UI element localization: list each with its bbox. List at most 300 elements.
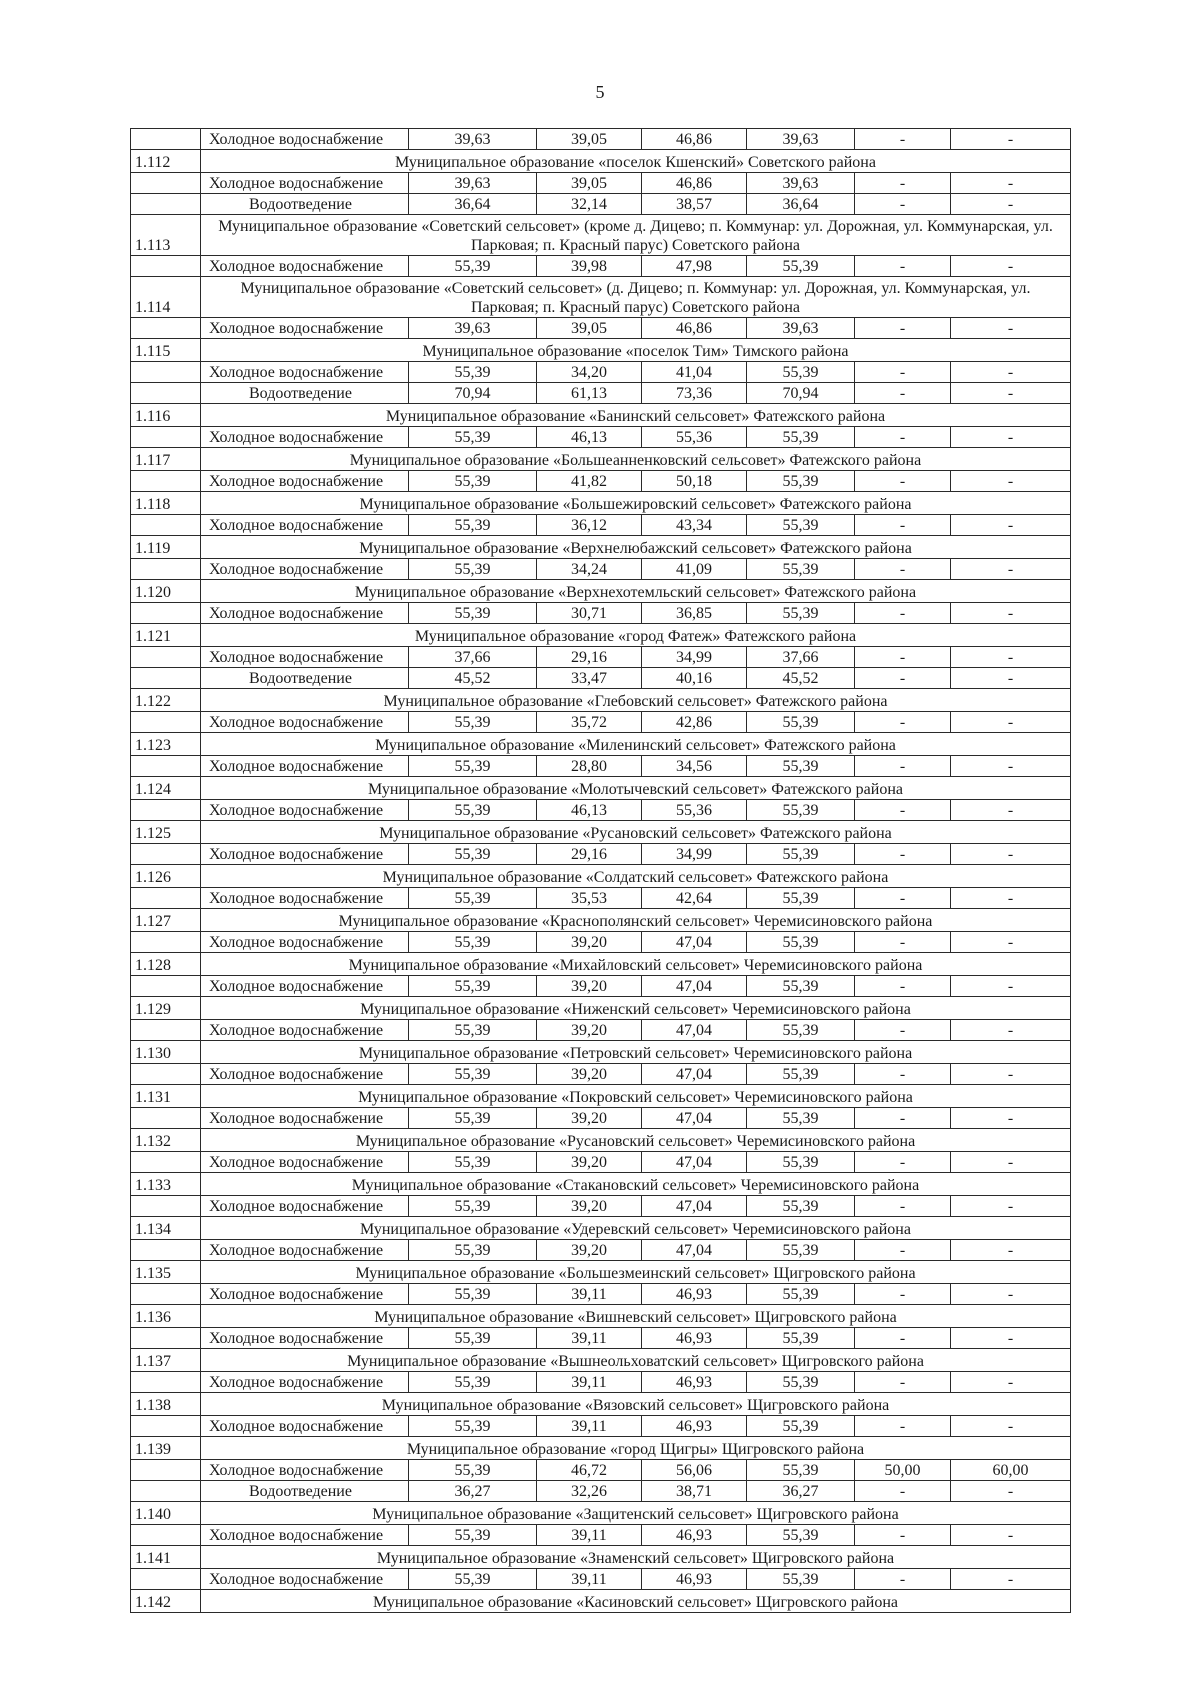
tariff-value: 55,39: [409, 756, 537, 777]
tariff-value: 47,04: [642, 1108, 747, 1129]
tariff-value: -: [951, 1481, 1071, 1502]
municipality-title: Муниципальное образование «город Фатеж» Фатежского района: [201, 624, 1071, 647]
tariff-value: 41,09: [642, 559, 747, 580]
tariff-value: 55,39: [747, 800, 855, 821]
tariff-value: 46,93: [642, 1372, 747, 1393]
tariff-value: -: [951, 318, 1071, 339]
tariff-value: 55,39: [409, 1064, 537, 1085]
tariff-value: 39,63: [409, 318, 537, 339]
municipality-title: Муниципальное образование «Большежировский сельсовет» Фатежского района: [201, 492, 1071, 515]
municipality-title: Муниципальное образование «Удеревский сельсовет» Черемисиновского района: [201, 1217, 1071, 1240]
tariff-value: 30,71: [537, 603, 642, 624]
service-name: Холодное водоснабжение: [201, 173, 409, 194]
tariff-value: 45,52: [409, 668, 537, 689]
service-name: Холодное водоснабжение: [201, 1240, 409, 1261]
municipality-header-row: [131, 277, 1071, 318]
tariff-value: -: [855, 647, 951, 668]
tariff-value: -: [951, 932, 1071, 953]
municipality-header-row: [131, 997, 1071, 1020]
tariff-value: 39,05: [537, 129, 642, 150]
tariff-value: 55,39: [747, 1196, 855, 1217]
service-row: [131, 647, 1071, 668]
row-code: 1.127: [131, 909, 201, 932]
tariff-value: 34,56: [642, 756, 747, 777]
municipality-title: Муниципальное образование «Краснополянский сельсовет» Черемисиновского района: [201, 909, 1071, 932]
tariff-value: 55,39: [409, 559, 537, 580]
tariff-value: 39,63: [409, 129, 537, 150]
tariff-value: -: [855, 756, 951, 777]
service-row: [131, 844, 1071, 865]
tariff-value: 39,20: [537, 1240, 642, 1261]
municipality-header-row: [131, 624, 1071, 647]
tariff-value: 46,93: [642, 1525, 747, 1546]
tariff-value: 33,47: [537, 668, 642, 689]
tariff-value: 46,93: [642, 1328, 747, 1349]
tariff-value: -: [951, 194, 1071, 215]
tariff-value: -: [951, 888, 1071, 909]
tariff-value: 55,39: [747, 515, 855, 536]
tariff-value: -: [855, 1525, 951, 1546]
tariff-value: 55,39: [747, 1569, 855, 1590]
tariff-value: 47,04: [642, 976, 747, 997]
row-code-empty: [131, 1240, 201, 1261]
tariff-value: -: [951, 1152, 1071, 1173]
tariff-value: 55,39: [747, 1416, 855, 1437]
row-code: 1.134: [131, 1217, 201, 1240]
tariff-value: 70,94: [409, 383, 537, 404]
municipality-header-row: [131, 1305, 1071, 1328]
tariff-value: -: [855, 844, 951, 865]
tariff-value: 55,39: [747, 756, 855, 777]
municipality-title: Муниципальное образование «Вязовский сельсовет» Щигровского района: [201, 1393, 1071, 1416]
service-row: [131, 756, 1071, 777]
tariff-value: 38,71: [642, 1481, 747, 1502]
tariff-value: 43,34: [642, 515, 747, 536]
row-code: 1.138: [131, 1393, 201, 1416]
tariff-value: -: [951, 256, 1071, 277]
municipality-title: Муниципальное образование «Петровский сельсовет» Черемисиновского района: [201, 1041, 1071, 1064]
tariff-value: 39,20: [537, 1152, 642, 1173]
tariff-value: 55,39: [409, 603, 537, 624]
service-name: Холодное водоснабжение: [201, 1284, 409, 1305]
tariff-value: 34,99: [642, 844, 747, 865]
service-row: [131, 1481, 1071, 1502]
tariff-value: 46,13: [537, 800, 642, 821]
tariff-value: 32,26: [537, 1481, 642, 1502]
municipality-title: Муниципальное образование «поселок Кшенский» Советского района: [201, 150, 1071, 173]
service-name: Холодное водоснабжение: [201, 756, 409, 777]
tariff-value: -: [855, 1020, 951, 1041]
row-code: 1.142: [131, 1590, 201, 1613]
tariff-value: -: [855, 888, 951, 909]
tariff-value: 37,66: [409, 647, 537, 668]
row-code: 1.135: [131, 1261, 201, 1284]
municipality-header-row: [131, 1590, 1071, 1613]
tariff-value: 39,05: [537, 318, 642, 339]
tariff-value: 34,99: [642, 647, 747, 668]
row-code-empty: [131, 1525, 201, 1546]
municipality-header-row: [131, 1502, 1071, 1525]
row-code: 1.117: [131, 448, 201, 471]
tariff-value: -: [951, 1284, 1071, 1305]
tariff-value: -: [855, 1481, 951, 1502]
service-row: [131, 194, 1071, 215]
service-row: [131, 976, 1071, 997]
tariff-value: 36,27: [409, 1481, 537, 1502]
municipality-header-row: [131, 909, 1071, 932]
tariff-value: -: [855, 1284, 951, 1305]
tariff-value: 36,64: [747, 194, 855, 215]
tariff-value: -: [951, 427, 1071, 448]
tariff-value: 55,39: [409, 1020, 537, 1041]
tariff-value: 36,12: [537, 515, 642, 536]
tariff-value: 39,05: [537, 173, 642, 194]
tariff-value: 55,39: [747, 932, 855, 953]
row-code-empty: [131, 932, 201, 953]
tariff-value: 55,39: [747, 256, 855, 277]
service-name: Холодное водоснабжение: [201, 1064, 409, 1085]
row-code: 1.129: [131, 997, 201, 1020]
tariff-value: -: [951, 668, 1071, 689]
tariff-value: 55,39: [747, 559, 855, 580]
tariff-value: 46,86: [642, 129, 747, 150]
row-code: 1.123: [131, 733, 201, 756]
row-code: 1.116: [131, 404, 201, 427]
tariff-value: 39,11: [537, 1328, 642, 1349]
tariff-value: 55,39: [409, 1196, 537, 1217]
municipality-header-row: [131, 1129, 1071, 1152]
tariff-value: 29,16: [537, 844, 642, 865]
municipality-header-row: [131, 1261, 1071, 1284]
service-row: [131, 471, 1071, 492]
municipality-title: Муниципальное образование «Защитенский сельсовет» Щигровского района: [201, 1502, 1071, 1525]
municipality-title: Муниципальное образование «Ниженский сельсовет» Черемисиновского района: [201, 997, 1071, 1020]
service-row: [131, 256, 1071, 277]
service-name: Водоотведение: [201, 1481, 409, 1502]
service-row: [131, 1240, 1071, 1261]
service-row: [131, 603, 1071, 624]
tariff-value: 39,20: [537, 1196, 642, 1217]
tariff-value: 55,39: [409, 1284, 537, 1305]
row-code-empty: [131, 800, 201, 821]
row-code-empty: [131, 194, 201, 215]
municipality-title: Муниципальное образование «Вышнеольховатский сельсовет» Щигровского района: [201, 1349, 1071, 1372]
tariff-value: 39,63: [747, 129, 855, 150]
tariff-value: -: [855, 194, 951, 215]
municipality-header-row: [131, 1546, 1071, 1569]
municipality-header-row: [131, 150, 1071, 173]
municipality-header-row: [131, 339, 1071, 362]
tariff-value: 70,94: [747, 383, 855, 404]
service-name: Холодное водоснабжение: [201, 1108, 409, 1129]
tariff-value: -: [951, 976, 1071, 997]
tariff-value: -: [855, 976, 951, 997]
tariff-value: 39,11: [537, 1569, 642, 1590]
row-code-empty: [131, 1328, 201, 1349]
tariff-value: -: [951, 1064, 1071, 1085]
service-name: Холодное водоснабжение: [201, 1525, 409, 1546]
row-code-empty: [131, 756, 201, 777]
service-name: Холодное водоснабжение: [201, 603, 409, 624]
service-name: Холодное водоснабжение: [201, 976, 409, 997]
municipality-title: Муниципальное образование «Большеанненковский сельсовет» Фатежского района: [201, 448, 1071, 471]
row-code-empty: [131, 1152, 201, 1173]
municipality-title: Муниципальное образование «Верхнехотемльский сельсовет» Фатежского района: [201, 580, 1071, 603]
service-row: [131, 668, 1071, 689]
row-code: 1.133: [131, 1173, 201, 1196]
tariff-value: 35,53: [537, 888, 642, 909]
municipality-header-row: [131, 1085, 1071, 1108]
row-code-empty: [131, 256, 201, 277]
service-name: Холодное водоснабжение: [201, 932, 409, 953]
service-name: Холодное водоснабжение: [201, 647, 409, 668]
service-name: Холодное водоснабжение: [201, 1152, 409, 1173]
service-row: [131, 318, 1071, 339]
row-code: 1.137: [131, 1349, 201, 1372]
row-code-empty: [131, 976, 201, 997]
tariff-value: 46,86: [642, 318, 747, 339]
tariff-value: 55,39: [747, 1525, 855, 1546]
municipality-header-row: [131, 953, 1071, 976]
tariff-value: 39,63: [409, 173, 537, 194]
tariff-value: 47,98: [642, 256, 747, 277]
tariff-value: 46,86: [642, 173, 747, 194]
row-code-empty: [131, 668, 201, 689]
municipality-title: Муниципальное образование «Советский сельсовет» (д. Дицево; п. Коммунар: ул. Дорожная, ул. Коммунарская, ул. Парковая; п. Красный парус) Советского района: [201, 277, 1071, 318]
tariff-value: 39,63: [747, 173, 855, 194]
tariff-value: 46,13: [537, 427, 642, 448]
tariff-value: 47,04: [642, 1240, 747, 1261]
tariff-value: 61,13: [537, 383, 642, 404]
tariff-value: 42,86: [642, 712, 747, 733]
service-name: Водоотведение: [201, 383, 409, 404]
service-row: [131, 1372, 1071, 1393]
municipality-header-row: [131, 580, 1071, 603]
service-name: Холодное водоснабжение: [201, 1372, 409, 1393]
tariff-value: 41,82: [537, 471, 642, 492]
tariff-value: -: [855, 932, 951, 953]
page-number: 5: [595, 82, 605, 102]
tariff-value: -: [855, 1108, 951, 1129]
tariff-value: 39,20: [537, 1020, 642, 1041]
tariff-value: 39,11: [537, 1416, 642, 1437]
service-name: Холодное водоснабжение: [201, 1020, 409, 1041]
tariff-value: 55,39: [409, 800, 537, 821]
row-code: 1.128: [131, 953, 201, 976]
tariff-value: 56,06: [642, 1460, 747, 1481]
service-name: Холодное водоснабжение: [201, 318, 409, 339]
municipality-title: Муниципальное образование «Русановский сельсовет» Черемисиновского района: [201, 1129, 1071, 1152]
tariff-value: -: [951, 471, 1071, 492]
tariff-value: -: [951, 515, 1071, 536]
tariff-value: 55,39: [747, 1020, 855, 1041]
tariff-value: 45,52: [747, 668, 855, 689]
tariff-value: -: [855, 256, 951, 277]
tariff-value: 55,39: [409, 1569, 537, 1590]
tariff-value: -: [855, 1328, 951, 1349]
municipality-header-row: [131, 1041, 1071, 1064]
row-code: 1.119: [131, 536, 201, 559]
municipality-title: Муниципальное образование «Знаменский сельсовет» Щигровского района: [201, 1546, 1071, 1569]
tariff-value: 55,39: [747, 844, 855, 865]
tariff-value: 55,39: [409, 1152, 537, 1173]
municipality-header-row: [131, 865, 1071, 888]
municipality-title: Муниципальное образование «Стакановский сельсовет» Черемисиновского района: [201, 1173, 1071, 1196]
row-code-empty: [131, 603, 201, 624]
service-name: Холодное водоснабжение: [201, 1569, 409, 1590]
row-code-empty: [131, 173, 201, 194]
service-name: Холодное водоснабжение: [201, 844, 409, 865]
tariff-value: 55,39: [409, 844, 537, 865]
municipality-header-row: [131, 733, 1071, 756]
row-code-empty: [131, 318, 201, 339]
row-code-empty: [131, 559, 201, 580]
tariff-value: 55,39: [747, 1328, 855, 1349]
row-code: 1.126: [131, 865, 201, 888]
tariff-value: 55,36: [642, 427, 747, 448]
row-code-empty: [131, 1284, 201, 1305]
tariff-value: 32,14: [537, 194, 642, 215]
tariff-value: 47,04: [642, 1152, 747, 1173]
tariff-value: 55,39: [747, 1372, 855, 1393]
municipality-header-row: [131, 404, 1071, 427]
service-row: [131, 1328, 1071, 1349]
tariff-value: 50,00: [855, 1460, 951, 1481]
tariff-value: -: [951, 1525, 1071, 1546]
tariff-value: 38,57: [642, 194, 747, 215]
tariff-value: 39,20: [537, 1108, 642, 1129]
tariff-value: 47,04: [642, 932, 747, 953]
tariff-value: 55,39: [409, 1416, 537, 1437]
tariff-value: -: [855, 800, 951, 821]
tariff-value: 55,39: [747, 976, 855, 997]
tariff-value: 55,39: [409, 1108, 537, 1129]
municipality-title: Муниципальное образование «Михайловский сельсовет» Черемисиновского района: [201, 953, 1071, 976]
tariff-value: -: [855, 1569, 951, 1590]
tariff-value: 36,64: [409, 194, 537, 215]
tariff-value: -: [951, 559, 1071, 580]
tariff-value: -: [855, 129, 951, 150]
tariff-value: 73,36: [642, 383, 747, 404]
tariff-value: -: [951, 647, 1071, 668]
row-code: 1.140: [131, 1502, 201, 1525]
tariff-value: 55,39: [409, 1460, 537, 1481]
service-row: [131, 515, 1071, 536]
service-row: [131, 1284, 1071, 1305]
tariff-value: 37,66: [747, 647, 855, 668]
tariff-value: 55,39: [409, 976, 537, 997]
service-name: Водоотведение: [201, 194, 409, 215]
row-code-empty: [131, 1108, 201, 1129]
tariff-value: -: [855, 427, 951, 448]
tariff-value: 55,39: [409, 427, 537, 448]
tariff-value: 39,11: [537, 1284, 642, 1305]
tariff-value: 46,72: [537, 1460, 642, 1481]
tariff-value: 55,39: [747, 1460, 855, 1481]
tariff-value: 42,64: [642, 888, 747, 909]
tariff-value: 29,16: [537, 647, 642, 668]
row-code: 1.125: [131, 821, 201, 844]
tariff-value: 55,36: [642, 800, 747, 821]
tariff-value: 55,39: [409, 932, 537, 953]
municipality-title: Муниципальное образование «Большезмеинский сельсовет» Щигровского района: [201, 1261, 1071, 1284]
service-row: [131, 559, 1071, 580]
row-code: 1.139: [131, 1437, 201, 1460]
tariff-value: 39,20: [537, 1064, 642, 1085]
municipality-header-row: [131, 1437, 1071, 1460]
row-code-empty: [131, 888, 201, 909]
row-code-empty: [131, 1481, 201, 1502]
municipality-title: Муниципальное образование «поселок Тим» Тимского района: [201, 339, 1071, 362]
tariff-value: -: [855, 362, 951, 383]
tariff-value: -: [855, 515, 951, 536]
tariff-value: -: [951, 1372, 1071, 1393]
tariff-value: 55,39: [747, 471, 855, 492]
tariff-value: 55,39: [409, 712, 537, 733]
service-row: [131, 1196, 1071, 1217]
tariff-value: -: [951, 800, 1071, 821]
tariff-value: -: [855, 1416, 951, 1437]
tariff-value: -: [951, 362, 1071, 383]
municipality-title: Муниципальное образование «Молотычевский сельсовет» Фатежского района: [201, 777, 1071, 800]
tariff-value: 55,39: [747, 1064, 855, 1085]
service-row: [131, 1525, 1071, 1546]
service-row: [131, 129, 1071, 150]
municipality-header-row: [131, 821, 1071, 844]
service-row: [131, 1064, 1071, 1085]
municipality-header-row: [131, 215, 1071, 256]
row-code: 1.122: [131, 689, 201, 712]
row-code-empty: [131, 515, 201, 536]
municipality-header-row: [131, 1173, 1071, 1196]
row-code: 1.130: [131, 1041, 201, 1064]
tariff-value: 55,39: [409, 362, 537, 383]
row-code-empty: [131, 471, 201, 492]
service-row: [131, 173, 1071, 194]
municipality-header-row: [131, 536, 1071, 559]
row-code-empty: [131, 1569, 201, 1590]
row-code-empty: [131, 647, 201, 668]
tariff-value: 36,85: [642, 603, 747, 624]
tariff-value: -: [855, 1240, 951, 1261]
tariff-value: 39,98: [537, 256, 642, 277]
tariff-value: -: [951, 383, 1071, 404]
tariff-value: -: [951, 129, 1071, 150]
tariff-value: -: [855, 1196, 951, 1217]
row-code-empty: [131, 362, 201, 383]
tariff-value: 55,39: [409, 515, 537, 536]
row-code-empty: [131, 383, 201, 404]
tariff-value: 47,04: [642, 1064, 747, 1085]
municipality-header-row: [131, 1349, 1071, 1372]
tariff-value: 40,16: [642, 668, 747, 689]
tariff-value: 46,93: [642, 1569, 747, 1590]
service-name: Холодное водоснабжение: [201, 1416, 409, 1437]
tariff-value: 55,39: [747, 1152, 855, 1173]
tariff-value: 28,80: [537, 756, 642, 777]
service-name: Холодное водоснабжение: [201, 362, 409, 383]
row-code: 1.121: [131, 624, 201, 647]
service-row: [131, 1460, 1071, 1481]
municipality-title: Муниципальное образование «Глебовский сельсовет» Фатежского района: [201, 689, 1071, 712]
row-code-empty: [131, 1460, 201, 1481]
tariff-value: 39,11: [537, 1372, 642, 1393]
row-code-empty: [131, 1064, 201, 1085]
tariff-value: -: [855, 173, 951, 194]
municipality-header-row: [131, 777, 1071, 800]
tariff-value: 55,39: [409, 1240, 537, 1261]
municipality-title: Муниципальное образование «Миленинский сельсовет» Фатежского района: [201, 733, 1071, 756]
